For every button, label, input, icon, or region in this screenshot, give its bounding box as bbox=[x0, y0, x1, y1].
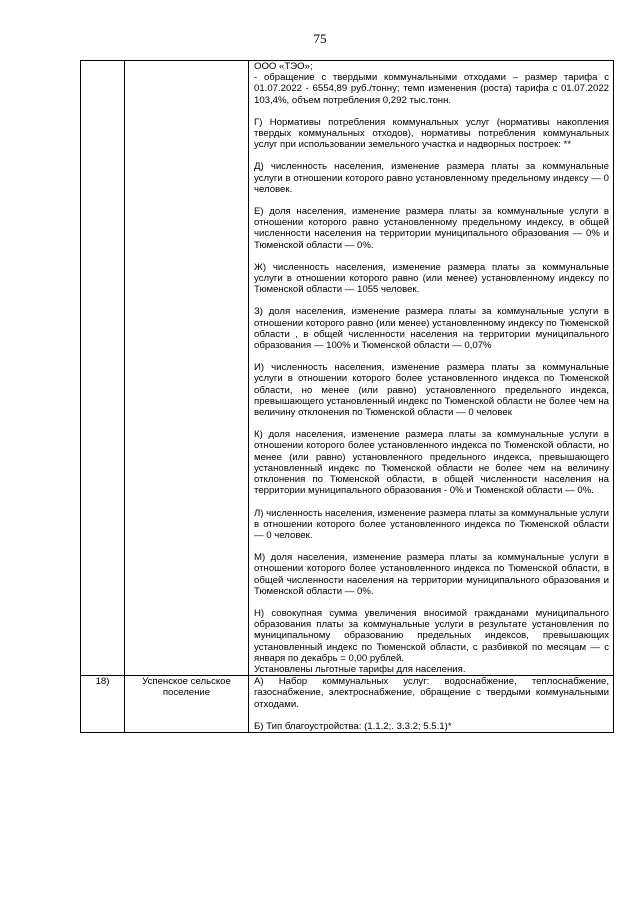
text-paragraph: К) доля населения, изменение размера платы за коммунальные услуги в отношении которого более установленного индекса по Тюменской области, но менее (или равно) установленного предельного индекса, превышающего установленный индекс по Тюменской области не более чем на величину отклонения по Тюменской области, в общей численности населения на территории муниципального образования - 0% и Тюменской области — 0%. bbox=[254, 429, 609, 497]
text-paragraph: - обращение с твердыми коммунальными отходами – размер тарифа с 01.07.2022 - 6554,89 руб./тонну; темп изменения (роста) тарифа с 01.07.2022 103,4%, объем потребления 0,292 тыс.тонн. bbox=[254, 72, 609, 106]
text-paragraph: Н) совокупная сумма увеличения вносимой гражданами муниципального образования платы за коммунальные услуги в результате установления по муниципальному образованию предельных индексов, превышающих установленный индекс по Тюменской области, с разбивкой по месяцам — с января по декабрь = 0,00 рублей. bbox=[254, 607, 609, 664]
municipal-table bbox=[80, 60, 614, 733]
details-cell bbox=[249, 676, 614, 733]
text-paragraph: Д) численность населения, изменение размера платы за коммунальные услуги в отношении которого равно установленному предельному индексу — 0 человек. bbox=[254, 161, 609, 195]
text-paragraph: М) доля населения, изменение размера платы за коммунальные услуги в отношении которого более установленного индекса по Тюменской области, в общей численности населения на территории муниципального образования и Тюменской области — 0%. bbox=[254, 552, 609, 597]
text-paragraph: И) численность населения, изменение размера платы за коммунальные услуги в отношении которого более установленного индекса по Тюменской области, но менее (или равно) установленного предельного индекса, превышающего установленный индекс по Тюменской области не более чем на величину отклонения по Тюменской области — 0 человек bbox=[254, 362, 609, 419]
row-number-cell: 18) bbox=[81, 676, 125, 733]
table-row bbox=[81, 61, 614, 676]
text-paragraph: Установлены льготные тарифы для населения. bbox=[254, 663, 466, 675]
text-paragraph: ООО «ТЭО»; bbox=[254, 61, 313, 72]
municipality-name-cell: Успенское сельское поселение bbox=[125, 676, 249, 733]
details-cell bbox=[249, 61, 614, 676]
text-paragraph: Ж) численность населения, изменение размера платы за коммунальные услуги в отношении которого равно (или менее) установленному индексу по Тюменской области — 1055 человек. bbox=[254, 261, 609, 296]
text-paragraph: Г) Нормативы потребления коммунальных услуг (нормативы накопления твердых коммунальных отходов), нормативы потребления коммунальных услуг при использовании земельного участка и надворных построек: ** bbox=[254, 116, 609, 151]
text-paragraph: З) доля населения, изменение размера платы за коммунальные услуги в отношении которого равно (или менее) установленному индексу по Тюменской области , в общей численности населения на территории муниципального образования — 100% и Тюменской области — 0,07% bbox=[254, 306, 609, 352]
text-paragraph: Б) Тип благоустройства: (1.1.2;. 3.3.2; 5.5.1)* bbox=[254, 720, 452, 732]
row-number-cell bbox=[81, 61, 125, 676]
municipality-name-cell bbox=[125, 61, 249, 676]
page-number: 75 bbox=[313, 31, 327, 46]
table-row bbox=[81, 676, 614, 733]
text-paragraph: Л) численность населения, изменение размера платы за коммунальные услуги в отношении которого более установленного индекса по Тюменской области — 0 человек. bbox=[254, 507, 609, 541]
text-paragraph: Е) доля населения, изменение размера платы за коммунальные услуги в отношении которого равно установленному предельному индексу, в общей численности населения на территории муниципального образования — 0% и Тюменской области — 0%. bbox=[254, 206, 609, 251]
text-paragraph: А) Набор коммунальных услуг: водоснабжение, теплоснабжение, газоснабжение, электроснабжение, обращение с твердыми коммунальными отходами. bbox=[254, 676, 609, 710]
